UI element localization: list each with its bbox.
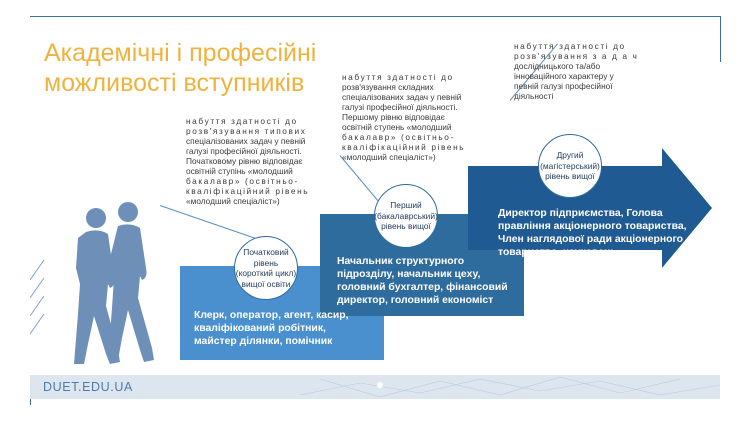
level-3-circle-line: Другий (556, 150, 584, 161)
description-line: інноваційного характеру у (514, 71, 614, 81)
title-line-2: можливості вступників (44, 69, 305, 97)
description-line: Першому рівню відповідає (342, 112, 445, 122)
description-line: Початковому рівню відповідає (186, 156, 303, 166)
description-line: набуття здатності до (186, 116, 298, 126)
description-line: кваліфікаційний рівень (342, 142, 466, 152)
level-1-circle-line: рівень (253, 257, 279, 268)
top-frame-line (30, 16, 720, 17)
level-3-description (514, 41, 646, 101)
walking-people-icon (56, 198, 176, 366)
description-line: освітній ступінь «молодший (186, 166, 293, 176)
description-line: бакалавр» (освітньо- (186, 176, 299, 186)
level-1-circle-line: вищої освіти (241, 278, 291, 289)
level-2-circle (374, 184, 438, 248)
level-3-positions: Директор підприємства, Голова правління акціонерного товариства, Член наглядової ради акціонерного товариства, науковець (498, 208, 687, 258)
level-1-positions: Клерк, оператор, агент, касир, кваліфікований робітник, майстер ділянки, помічник (194, 310, 349, 347)
right-frame-line (720, 16, 721, 62)
level-3-circle (538, 134, 602, 198)
description-line: галузі професійної діяльності. (186, 146, 302, 156)
description-line: спеціалізованих задач у певній (342, 92, 462, 102)
site-url[interactable]: DUET.EDU.UA (43, 380, 133, 394)
title-line-1: Академічні і професійні (44, 39, 317, 67)
description-line: «молодший спеціаліст») (186, 196, 280, 206)
description-line: набуття здатності до (514, 41, 626, 51)
level-1-circle-line: Початковий (243, 247, 289, 257)
level-1-description (186, 116, 318, 206)
description-line: розв'язування складних (342, 82, 434, 92)
description-line: розв'язування з а д а ч (514, 51, 639, 61)
level-1-circle (234, 236, 298, 300)
description-line: бакалавр» (освітньо- (342, 132, 455, 142)
description-line: спеціалізованих задач у певній (186, 136, 306, 146)
description-line: дослідницького та/або (514, 61, 601, 71)
level-3-circle-line: (магістерський) (540, 160, 600, 171)
description-line: набуття здатності до (342, 72, 454, 82)
description-line: «молодший спеціаліст») (342, 152, 436, 162)
level-2-circle-line: (бакалаврський) (374, 210, 438, 221)
level-2-circle-line: Перший (390, 200, 422, 211)
description-line: певній галузі професійної (514, 81, 613, 91)
network-pattern (300, 375, 720, 399)
description-line: діяльності (514, 91, 554, 101)
level-2-positions: Начальник структурного підрозділу, начальник цеху, головний бухгалтер, фінансовий директор, головний економіст (337, 256, 508, 306)
decorative-lines (30, 250, 50, 360)
level-1-circle-line: (короткий цикл) (235, 268, 297, 278)
description-line: освітній ступень «молодший (342, 122, 452, 132)
description-line: кваліфікаційний рівень (186, 186, 310, 196)
level-3-circle-line: рівень вищої (545, 171, 595, 182)
page-title (44, 38, 316, 98)
level-2-description (342, 72, 477, 162)
description-line: галузі професійної діяльності. (342, 102, 458, 112)
description-line: розв'язування типових (186, 126, 307, 136)
level-2-circle-line: рівень вищої (381, 221, 431, 232)
